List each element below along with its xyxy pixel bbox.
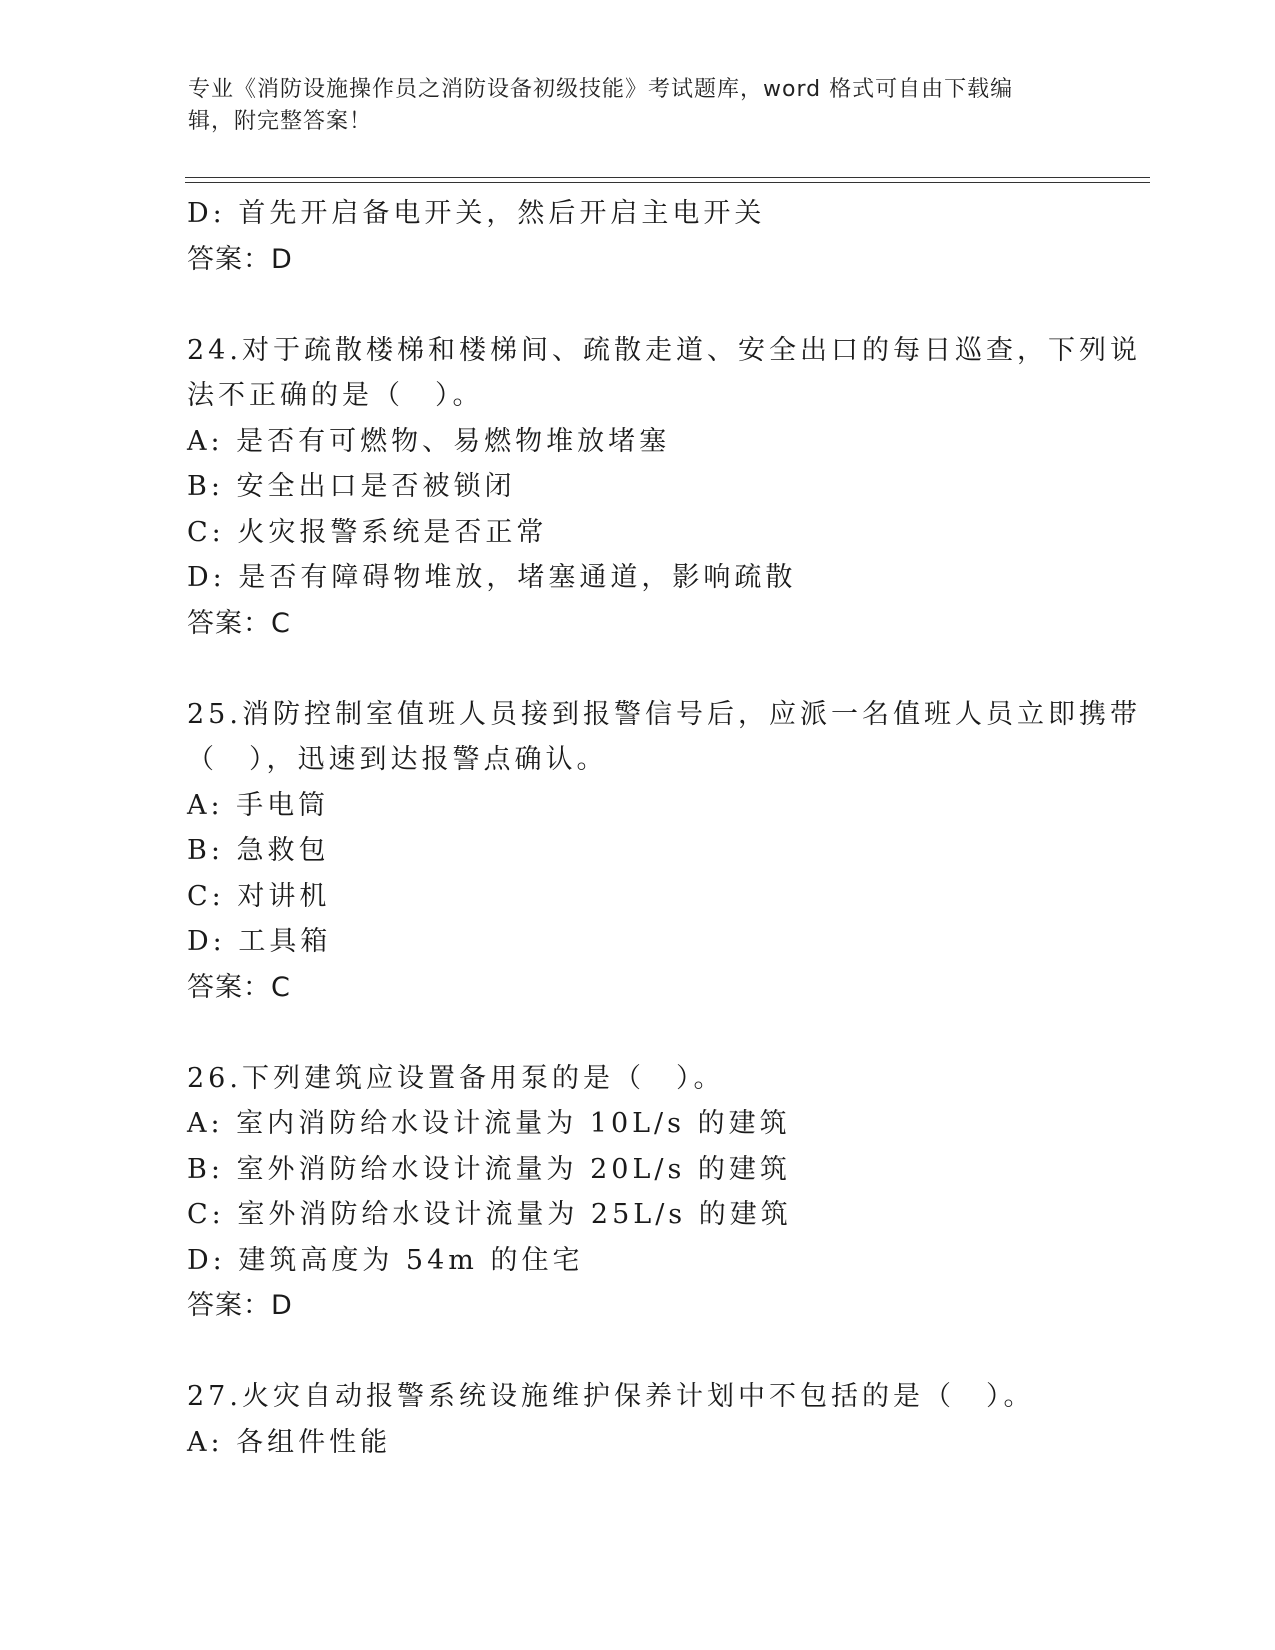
answer-line: 答案：D xyxy=(187,243,293,275)
header-line-2: 辑，附完整答案！ xyxy=(188,109,373,134)
question-24 xyxy=(187,328,1141,647)
option-b: B: 急救包 xyxy=(187,835,330,866)
header-line-1: 专业《消防设施操作员之消防设备初级技能》考试题库，word 格式可自由下载编 xyxy=(188,77,1014,102)
question-list xyxy=(187,191,1141,1465)
header-divider-top xyxy=(185,177,1150,178)
option-d: D: 工具箱 xyxy=(187,926,332,957)
answer-line: 答案：C xyxy=(187,971,291,1003)
header-divider-bottom xyxy=(185,182,1150,183)
question-stem: 25.消防控制室值班人员接到报警信号后，应派一名值班人员立即携带 xyxy=(187,698,1141,730)
option-b: B: 安全出口是否被锁闭 xyxy=(187,471,516,502)
option-a: A: 各组件性能 xyxy=(187,1426,392,1458)
option-d: D: 首先开启备电开关，然后开启主电开关 xyxy=(187,198,766,229)
question-stem-continued: （ ），迅速到达报警点确认。 xyxy=(187,744,608,775)
option-c: C: 室外消防给水设计流量为 25L/s 的建筑 xyxy=(187,1199,792,1230)
question-stem: 27.火灾自动报警系统设施维护保养计划中不包括的是（ ）。 xyxy=(187,1381,1035,1412)
question-stem: 24.对于疏散楼梯和楼梯间、疏散走道、安全出口的每日巡查，下列说 xyxy=(187,334,1141,366)
question-27 xyxy=(187,1374,1087,1465)
document-header xyxy=(188,74,1088,138)
option-a: A: 手电筒 xyxy=(187,789,330,821)
option-d: D: 是否有障碍物堆放，堵塞通道，影响疏散 xyxy=(187,562,797,593)
question-stem: 26.下列建筑应设置备用泵的是（ ）。 xyxy=(187,1062,725,1094)
answer-line: 答案：C xyxy=(187,607,291,639)
option-a: A: 室内消防给水设计流量为 10L/s 的建筑 xyxy=(187,1108,791,1139)
option-c: C: 火灾报警系统是否正常 xyxy=(187,516,548,548)
option-d: D: 建筑高度为 54m 的住宅 xyxy=(187,1244,584,1276)
option-b: B: 室外消防给水设计流量为 20L/s 的建筑 xyxy=(187,1153,791,1185)
question-26 xyxy=(187,1056,1087,1329)
option-a: A: 是否有可燃物、易燃物堆放堵塞 xyxy=(187,425,671,457)
question-gap xyxy=(187,1010,1087,1056)
question-stem-continued: 法不正确的是（ ）。 xyxy=(187,380,484,411)
question-gap xyxy=(187,282,1087,328)
question-gap xyxy=(187,646,1087,692)
option-c: C: 对讲机 xyxy=(187,880,331,912)
question-gap xyxy=(187,1329,1087,1375)
answer-line: 答案：D xyxy=(187,1290,293,1321)
question-25 xyxy=(187,692,1141,1011)
